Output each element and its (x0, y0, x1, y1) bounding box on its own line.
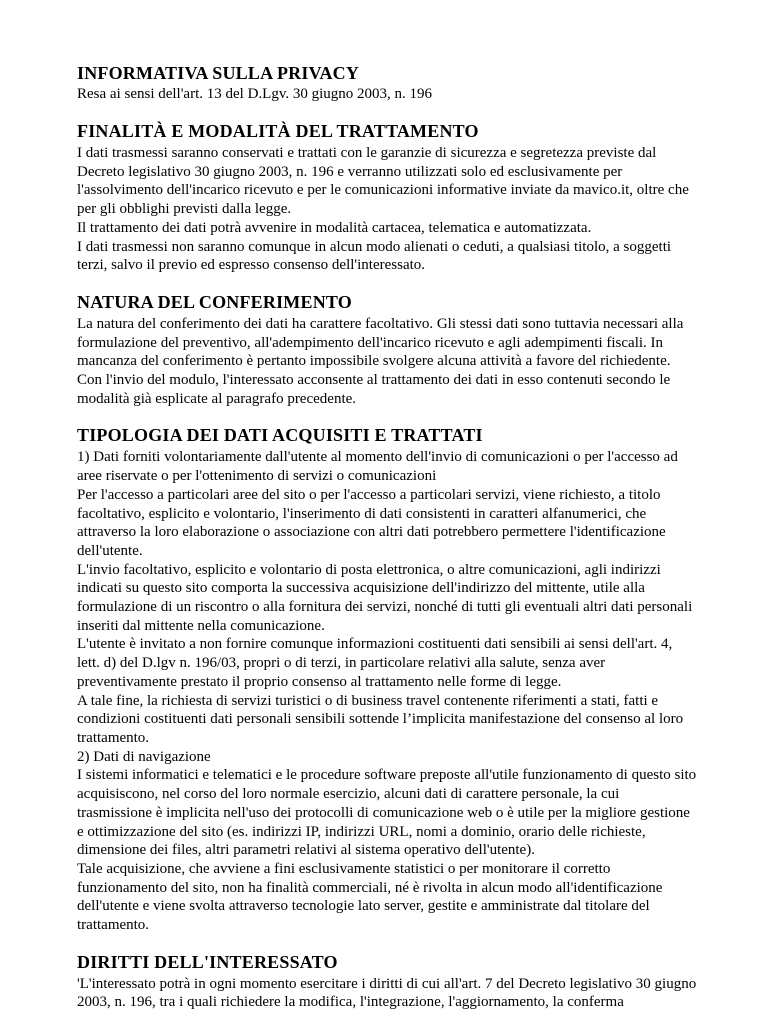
paragraph: A tale fine, la richiesta di servizi turistici o di business travel contenente riferimenti a stati, fatti e condizioni costituenti dati personali sensibili sottende l’implicita manifestazione del consenso al loro trattamento. (77, 692, 684, 746)
section-title: FINALITÀ E MODALITÀ DEL TRATTAMENTO (77, 121, 479, 141)
paragraph: 'L'interessato potrà in ogni momento esercitare i diritti di cui all'art. 7 del Decreto legislativo 30 giugno 2003, n. 196, tra i quali richiedere la modifica, l'integrazione, l'aggiornamento, la conferma (77, 975, 697, 1011)
paragraph: 1) Dati forniti volontariamente dall'utente al momento dell'invio di comunicazioni o per l'accesso ad aree riservate o per l'ottenimento di servizi o comunicazioni (77, 449, 678, 485)
section-title: NATURA DEL CONFERIMENTO (77, 291, 352, 312)
section-tipologia-dati (77, 424, 697, 934)
section-diritti-interessato (77, 951, 697, 1012)
paragraph: I dati trasmessi non saranno comunque in alcun modo alienati o ceduti, a qualsiasi titolo, a soggetti terzi, salvo il previo ed espresso consenso dell'interessato. (77, 238, 672, 274)
paragraph: Con l'invio del modulo, l'interessato acconsente al trattamento dei dati in esso contenuti secondo le modalità già esplicate al paragrafo precedente. (77, 372, 671, 407)
paragraph: Per l'accesso a particolari aree del sito o per l'accesso a particolari servizi, viene richiesto, a titolo facoltativo, esplicito e volontario, l'inserimento di dati consistenti in caratteri alfanumerici, che attraverso la loro elaborazione o associazione con altri dati potrebbero permettere l'identificazione dell'utente. (77, 486, 666, 559)
paragraph: L'invio facoltativo, esplicito e volontario di posta elettronica, o altre comunicazioni, agli indirizzi indicati su questo sito comporta la successiva acquisizione dell'indirizzo del mittente, utile alla formulazione di un riscontro o alla fornitura dei servizi, nonché di tutti gli eventuali altri dati personali inseriti dal mittente nella comunicazione. (77, 561, 693, 634)
paragraph: I dati trasmessi saranno conservati e trattati con le garanzie di sicurezza e segretezza previste dal Decreto legislativo 30 giugno 2003, n. 196 e verranno utilizzati solo ed esclusivamente per l'assolvimento dell'incarico ricevuto e per le comunicazioni informative inviate da mavico.it, oltre che per gli obblighi previsti dalla legge. (77, 145, 689, 218)
section-finalita (77, 120, 697, 275)
document-subtitle: Resa ai sensi dell'art. 13 del D.Lgv. 30 giugno 2003, n. 196 (77, 86, 433, 102)
paragraph: La natura del conferimento dei dati ha carattere facoltativo. Gli stessi dati sono tuttavia necessari alla formulazione del preventivo, all'adempimento dell'incarico ricevuto e agli adempimenti fiscali. In mancanza del conferimento è pertanto impossibile svolgere alcuna attività a favore del richiedente. (77, 315, 684, 370)
privacy-document (77, 62, 697, 1012)
paragraph: Il trattamento dei dati potrà avvenire in modalità cartacea, telematica e automatizzata. (77, 219, 592, 236)
paragraph: I sistemi informatici e telematici e le procedure software preposte all'utile funzionamento di questo sito acquisiscono, nel corso del loro normale esercizio, alcuni dati di carattere personale, la cui trasmissione è implicita nell'uso dei protocolli di comunicazione web o è utile per la migliore gestione e ottimizzazione del sito (es. indirizzi IP, indirizzi URL, nomi a dominio, orario delle richieste, dimensione dei files, altri parametri relativi al sistema operativo dell'utente). (77, 767, 697, 859)
paragraph: Tale acquisizione, che avviene a fini esclusivamente statistici o per monitorare il corretto funzionamento del sito, non ha finalità commerciali, né è rivolta in alcun modo all'identificazione dell'utente e viene svolta attraverso tecnologie lato server, gestite e amministrate dal titolare del trattamento. (77, 860, 663, 934)
section-title: TIPOLOGIA DEI DATI ACQUISITI E TRATTATI (77, 425, 483, 446)
paragraph: 2) Dati di navigazione (77, 748, 211, 765)
document-title: INFORMATIVA SULLA PRIVACY (77, 63, 360, 83)
section-natura-conferimento (77, 291, 697, 409)
paragraph: L'utente è invitato a non fornire comunque informazioni costituenti dati sensibili ai sensi dell'art. 4, lett. d) del D.lgv n. 196/03, propri o di terzi, in particolare relativi alla salute, senza aver preventivamente prestato il proprio consenso al trattamento nelle forme di legge. (77, 636, 673, 690)
section-title: DIRITTI DELL'INTERESSATO (77, 951, 338, 972)
